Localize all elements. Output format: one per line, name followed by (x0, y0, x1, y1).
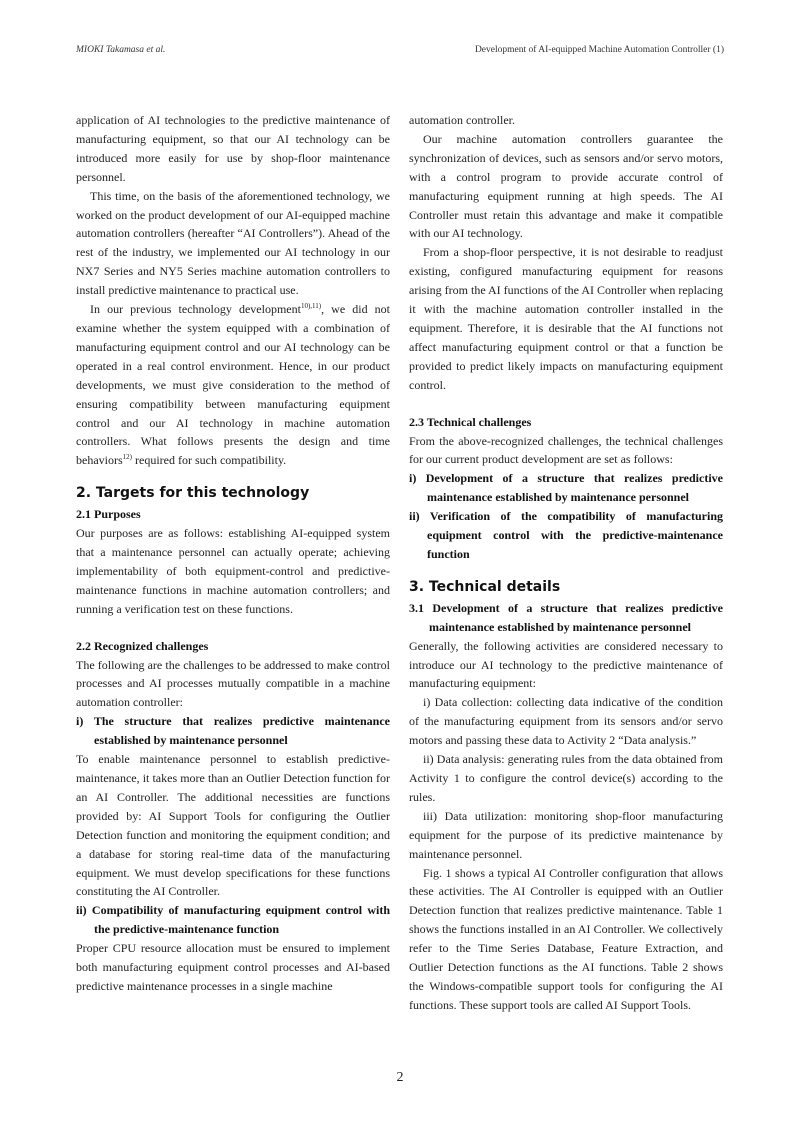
paragraph-previous-development: In our previous technology development$^{10),11)}$, we did not examine whether the system equipped with a combination of manufacturing equipment control and our AI technology can be operated in a real control environment. Hence, in our product developments, we must give consideration to the method of ensuring compatibility between manufacturing equipment control and our AI technology in machine automation controllers. What follows presents the design and time behaviors$^{12)}$ required for such compatibility. (76, 302, 390, 468)
citation-superscript: 10),11) (300, 302, 322, 311)
running-header-title: Development of AI-equipped Machine Automation Controller (1) (474, 45, 724, 55)
left-column (76, 111, 390, 996)
running-header-authors: MIOKI Takamasa et al. (76, 45, 166, 55)
paragraph-intro-continued: application of AI technologies to the predictive maintenance of manufacturing equipment, so that our AI technology can be introduced more easily for use by shop-floor maintenance personnel. (76, 113, 390, 184)
subsection-heading-structure-development: 3.1 Development of a structure that realizes predictive maintenance established by maintenance personnel (409, 600, 723, 634)
activity-data-utilization: iii) Data utilization: monitoring shop-floor manufacturing equipment for the purpose of its predictive maintenance by maintenance personnel. (409, 808, 723, 861)
subsection-heading-technical-challenges: 2.3 Technical challenges (409, 414, 532, 429)
activity-data-analysis: ii) Data analysis: generating rules from the data obtained from Activity 1 to configure the control device(s) according to the rules. (409, 752, 723, 804)
paragraph-shop-floor: From a shop-floor perspective, it is not desirable to readjust existing, configured manufacturing equipment for reasons arising from the AI functions of the AI Controller when replacing it with the machine automation controller installed in the equipment. Therefore, it is desirable that the AI functions not affect manufacturing equipment control or that a function be provided to predict likely impacts on manufacturing equipment control. (409, 245, 723, 392)
paragraph-challenge-i: To enable maintenance personnel to establish predictive-maintenance, it takes more than an Outlier Detection function for an AI Controller. The additional necessities are functions provided by: AI Support Tools for configuring the Outlier Detection function and monitoring the equipment condition; and a database for storing real-time data of the manufacturing equipment. We must develop specifications for these functions constituting the AI Controller. (76, 752, 390, 899)
paragraph-purposes: Our purposes are as follows: establishing AI-equipped system that a maintenance personnel can actually operate; achieving implementability of both equipment-control and predictive-maintenance functions in machine automation controllers; and running a verification test on these functions. (76, 526, 390, 616)
paragraph-recognized-challenges: The following are the challenges to be addressed to make control processes and AI processes mutually compatible in a machine automation controller: (76, 657, 390, 710)
challenge-item-i: i) The structure that realizes predictive maintenance established by maintenance personnel (76, 714, 390, 748)
paragraph-synchronization: Our machine automation controllers guarantee the synchronization of devices, such as sensors and/or servo motors, with a control program to provide accurate control of manufacturing equipment running at high speeds. The AI Controller must retain this advantage and make it compatible with our AI technology. (409, 131, 723, 241)
paragraph-activities-intro: Generally, the following activities are considered necessary to introduce our AI technology to the predictive maintenance of manufacturing equipment: (409, 638, 723, 691)
right-column (409, 111, 723, 1015)
paragraph-technical-challenges: From the above-recognized challenges, the technical challenges for our current product development are set as follows: (409, 433, 723, 467)
challenge-item-ii: ii) Compatibility of manufacturing equipment control with the predictive-maintenance function (76, 903, 390, 937)
technical-challenge-item-i: i) Development of a structure that realizes predictive maintenance established by maintenance personnel (409, 471, 723, 505)
technical-challenge-item-ii: ii) Verification of the compatibility of manufacturing equipment control with the predictive-maintenance function (409, 509, 723, 561)
subsection-heading-purposes: 2.1 Purposes (76, 507, 141, 522)
section-heading-technical-details: 3. Technical details (409, 578, 561, 595)
paragraph-product-development: This time, on the basis of the aforementioned technology, we worked on the product development of our AI-equipped machine automation controllers (hereafter “AI Controllers”). Ahead of the rest of the industry, we implemented our AI technology in our NX7 Series and NY5 Series machine automation controllers to install predictive maintenance to practical use. (76, 188, 390, 298)
section-heading-targets: 2. Targets for this technology (76, 485, 310, 502)
paragraph-fig1-description: Fig. 1 shows a typical AI Controller configuration that allows these activities. The AI Controller is equipped with an Outlier Detection function that realizes predictive maintenance. Table 1 shows the functions installed in an AI Controller. We collectively refer to the Time Series Database, Feature Extraction, and Outlier Detection functions as the AI functions. Table 2 shows the Windows-compatible support tools for configuring the AI functions. These support tools are called AI Support Tools. (409, 865, 723, 1012)
page-number: 2 (396, 1070, 404, 1085)
paragraph-challenge-ii: Proper CPU resource allocation must be ensured to implement both manufacturing equipment control processes and AI-based predictive maintenance processes in a single machine (76, 941, 390, 993)
citation-superscript-2: 12) (122, 453, 132, 462)
subsection-heading-recognized-challenges: 2.2 Recognized challenges (76, 638, 209, 653)
paragraph-continued: automation controller. (409, 113, 515, 127)
activity-data-collection: i) Data collection: collecting data indicative of the condition of the manufacturing equipment from its sensors and/or servo motors and passing these data to Activity 2 “Data analysis.” (409, 695, 723, 748)
